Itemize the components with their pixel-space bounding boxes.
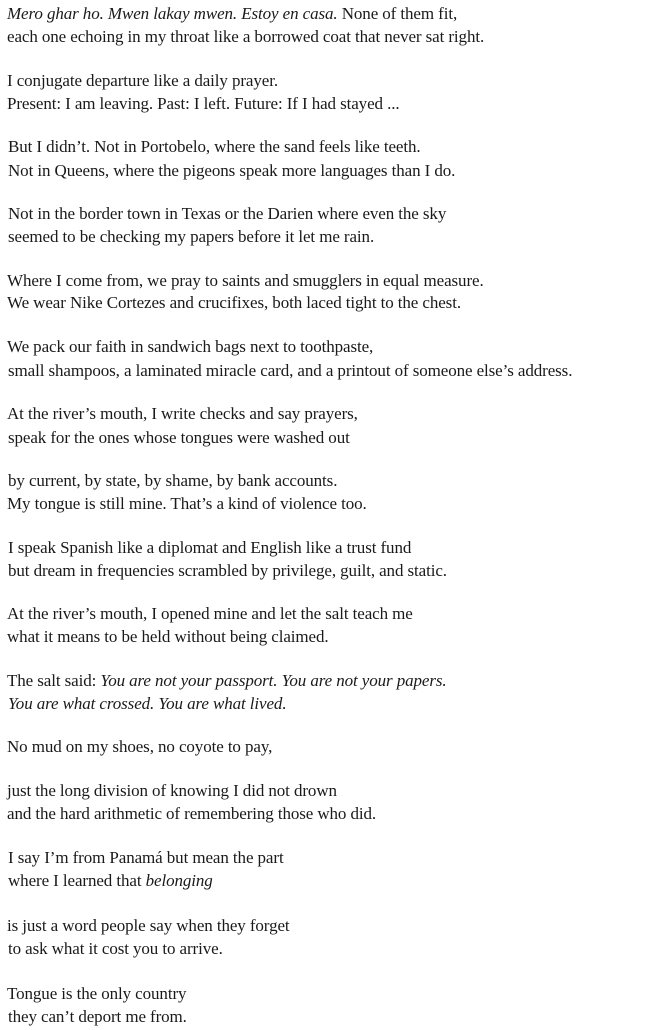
poem-line-italic: Mero ghar ho. Mwen lakay mwen. Estoy en casa. bbox=[7, 4, 338, 23]
poem-line-italic: You are not your passport. You are not your papers. bbox=[100, 671, 447, 690]
poem-line: but dream in frequencies scrambled by privilege, guilt, and static. bbox=[8, 561, 447, 580]
poem-line: We pack our faith in sandwich bags next to toothpaste, bbox=[7, 337, 374, 356]
poem-line: small shampoos, a laminated miracle card, and a printout of someone else’s address. bbox=[8, 361, 573, 380]
poem-line: But I didn’t. Not in Portobelo, where the sand feels like teeth. bbox=[8, 137, 421, 156]
poem-line: Not in the border town in Texas or the Darien where even the sky bbox=[8, 204, 447, 223]
poem-line-text: None of them fit, bbox=[337, 4, 458, 23]
poem-line: speak for the ones whose tongues were washed out bbox=[8, 428, 350, 447]
poem-line: I conjugate departure like a daily prayer. bbox=[7, 71, 278, 90]
poem-line: My tongue is still mine. That’s a kind of violence too. bbox=[7, 494, 367, 513]
poem-line: No mud on my shoes, no coyote to pay, bbox=[7, 737, 273, 756]
poem-line: each one echoing in my throat like a borrowed coat that never sat right. bbox=[7, 27, 485, 46]
poem-line-text: where I learned that bbox=[8, 871, 146, 890]
poem-line: Present: I am leaving. Past: I left. Future: If I had stayed ... bbox=[7, 94, 400, 113]
poem-line: Not in Queens, where the pigeons speak more languages than I do. bbox=[8, 161, 456, 180]
poem-line: I say I’m from Panamá but mean the part bbox=[8, 848, 284, 867]
poem-line bbox=[7, 670, 447, 692]
poem-line: Where I come from, we pray to saints and smugglers in equal measure. bbox=[7, 271, 484, 290]
poem-line: We wear Nike Cortezes and crucifixes, both laced tight to the chest. bbox=[7, 293, 461, 312]
poem-line: what it means to be held without being claimed. bbox=[7, 627, 329, 646]
poem-line: At the river’s mouth, I opened mine and let the salt teach me bbox=[7, 604, 413, 623]
poem-line: and the hard arithmetic of remembering those who did. bbox=[7, 804, 377, 823]
poem-line: is just a word people say when they forget bbox=[7, 916, 290, 935]
poem-line-text: The salt said: bbox=[7, 671, 101, 690]
poem-line bbox=[8, 870, 213, 892]
poem-line: just the long division of knowing I did not drown bbox=[7, 781, 337, 800]
poem-line: to ask what it cost you to arrive. bbox=[8, 939, 223, 958]
poem-line-italic: belonging bbox=[145, 871, 213, 890]
poem-line: I speak Spanish like a diplomat and English like a trust fund bbox=[8, 538, 412, 557]
poem-line: by current, by state, by shame, by bank accounts. bbox=[8, 471, 338, 490]
poem-line: they can’t deport me from. bbox=[8, 1007, 187, 1026]
poem-line: You are what crossed. You are what lived. bbox=[8, 694, 287, 713]
poem-line: Tongue is the only country bbox=[7, 984, 187, 1003]
poem-line: seemed to be checking my papers before it let me rain. bbox=[8, 227, 375, 246]
poem-line: At the river’s mouth, I write checks and say prayers, bbox=[7, 404, 358, 423]
poem-line bbox=[7, 3, 457, 25]
